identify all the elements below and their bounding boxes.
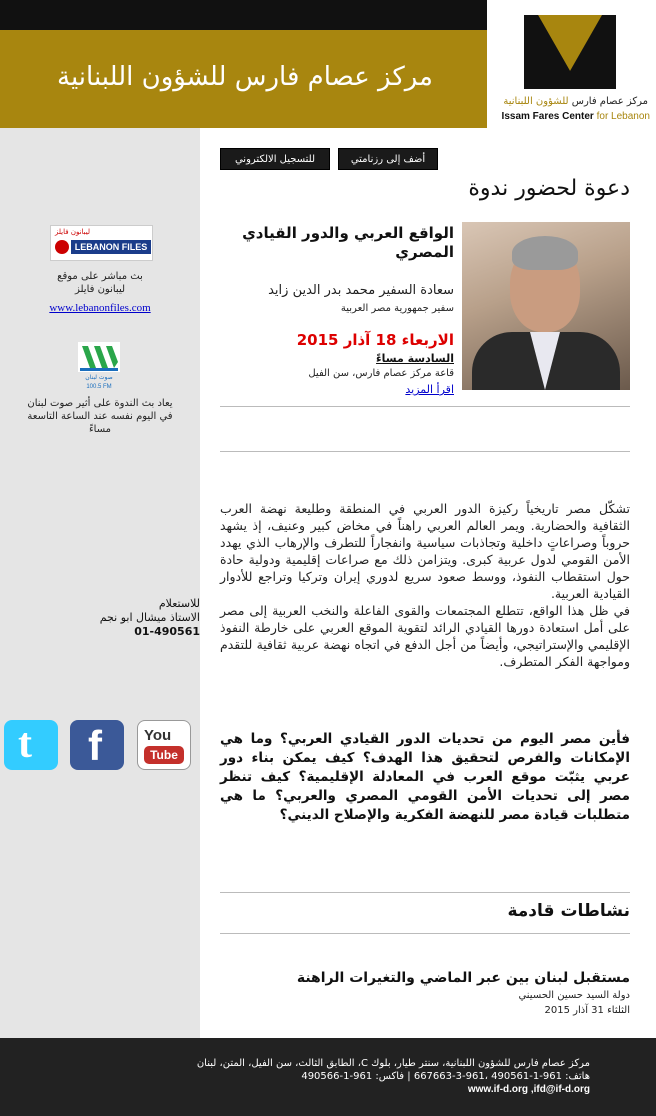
twitter-glyph: t [18, 721, 32, 767]
sidebar [0, 128, 200, 1038]
radio-rebroadcast-text: يعاد بث الندوة على أثير صوت لبنان في اليوم نفسه عند الساعة التاسعة مساءً [27, 398, 173, 435]
event-questions: فأين مصر اليوم من تحديات الدور القيادي العربي؟ وما هي الإمكانات والفرص لتحقيق هذا الهدف؟ كيف يمكن بناء دور عربي يثبّت موقع العرب في المعادلة الإقليمية؟ كيف تنظر مصر إلى تحديات الأمن القومي المصري والعربي؟ ما هي متطلبات قيادة مصر للنهضة الفكرية والإصلاح الديني؟ [220, 731, 630, 823]
event-description [220, 500, 630, 670]
divider [220, 933, 630, 934]
youtube-tube-text: Tube [144, 746, 184, 764]
header-title: مركز عصام فارس للشؤون اللبنانية [57, 62, 433, 92]
lebanon-files-circle-icon [55, 240, 69, 254]
logo-arabic-prefix: مركز عصام فارس [568, 96, 648, 107]
logo-arabic-highlight: للشؤون اللبنانية [503, 96, 569, 107]
logo-triangle-icon [524, 15, 616, 89]
sawt-lubnan-logo-arabic: صوت لبنان [85, 374, 113, 381]
speaker-name: سعادة السفير محمد بدر الدين زايد [268, 283, 454, 298]
upcoming-event-speaker: دولة السيد حسين الحسيني [518, 990, 630, 1001]
event-title: الواقع العربي والدور القيادي المصري [242, 224, 454, 261]
divider [220, 451, 630, 452]
logo-english-prefix: Issam Fares Center [501, 111, 597, 122]
facebook-icon[interactable] [70, 720, 124, 770]
online-registration-button[interactable]: للتسجيل الالكتروني [220, 148, 330, 170]
live-stream-text [10, 270, 190, 296]
twitter-icon[interactable] [4, 720, 58, 770]
footer-phones: هاتف: 961-1-490561 ،961-3-667663 | فاكس: 961-1-490566 [301, 1071, 590, 1082]
contact-phone: 01-490561 [134, 625, 200, 638]
upcoming-event-title[interactable]: مستقبل لبنان بين عبر الماضي والتغيرات الراهنة [296, 970, 630, 986]
upcoming-activities-title: نشاطات قادمة [507, 901, 630, 921]
event-date: الاربعاء 18 آذار 2015 [296, 331, 454, 349]
sawt-lubnan-frequency: 100.5 FM [86, 384, 112, 390]
youtube-icon[interactable] [137, 720, 191, 770]
facebook-glyph: f [88, 722, 102, 769]
sawt-lubnan-logo-icon[interactable] [78, 342, 120, 392]
youtube-you-text: You [144, 727, 172, 744]
speaker-role: سفير جمهورية مصر العربية [340, 303, 454, 314]
divider [220, 892, 630, 893]
lebanon-files-logo-text: LEBANON FILES [71, 240, 151, 254]
contact-name: الاستاذ ميشال ابو نجم [99, 611, 200, 624]
live-stream-line-1: بث مباشر على موقع [57, 271, 143, 282]
lebanon-files-logo-arabic: ليبانون فايلز [55, 228, 91, 236]
read-more-link[interactable]: اقرأ المزيد [405, 383, 454, 396]
invitation-title: دعوة لحضور ندوة [468, 176, 630, 201]
speaker-photo-hair [512, 236, 578, 270]
logo-arabic-text [488, 96, 648, 107]
divider [220, 406, 630, 407]
event-time: السادسة مساءً [376, 352, 454, 365]
description-paragraph-1: تشكّل مصر تاريخياً ركيزة الدور العربي في المنطقة وطليعة نهضة العرب الثقافية والحضارية. ويمر العالم العربي راهناً في مخاض كبير وعنيف، إذ يشهد حروباً وصراعاتٍ داخلية وتجاذبات سياسية وانفجاراً للتطرف والإرهاب الذي يهدد الأمن القومي لدول عربية كبرى. ويتزامن ذلك مع صراعات إقليمية ودولية حادة حول استقطاب النفوذ، ووسط صعود سريع لدوري إيران وتركيا وتراجع للأدوار القيادية العربية. [220, 501, 630, 601]
description-paragraph-2: في ظل هذا الواقع، تتطلع المجتمعات والقوى الفاعلة والنخب العربية إلى مصر على أمل استعادة دورها القيادي الرائد لتقوية الموقع العربي على خارطة النفوذ الإقليمي والإستراتيجي، وأيضاً من أجل الدفع في اتجاه نهضة عربية ثقافية للتقدم ومواجهة الفكر المتطرف. [220, 603, 630, 669]
speaker-photo [462, 222, 630, 390]
event-place: قاعة مركز عصام فارس، سن الفيل [308, 368, 454, 379]
footer-address: مركز عصام فارس للشؤون اللبنانية، سنتر طيار، بلوك C، الطابق الثالث، سن الفيل، المتن، لبنان [196, 1058, 590, 1069]
lebanon-files-link[interactable]: www.lebanonfiles.com [49, 302, 151, 314]
footer-web-link[interactable]: www.if-d.org ,ifd@if-d.org [467, 1084, 590, 1095]
lebanon-files-logo[interactable] [50, 225, 153, 261]
upcoming-event-date: الثلثاء 31 آذار 2015 [544, 1005, 630, 1016]
logo-english-highlight: for Lebanon [596, 111, 650, 122]
contact-title: للاستعلام [158, 597, 200, 610]
contact-info [20, 597, 200, 639]
add-to-calendar-button[interactable]: أضف إلى رزنامتي [338, 148, 438, 170]
live-stream-line-2: ليبانون فايلز [74, 284, 126, 295]
logo-english-text [488, 111, 650, 122]
header-top-bar [0, 0, 487, 30]
